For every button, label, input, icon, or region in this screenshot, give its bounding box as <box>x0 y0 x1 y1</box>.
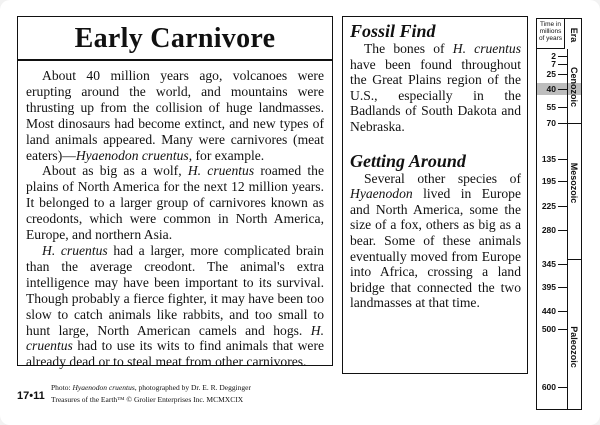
paragraph-2: About as big as a wolf, H. cruentus roamed the plains of North America for the next 12 million years. It belonged to a larger group of carnivores known as creodonts, which were common in North America, Europe, and northern Asia. <box>26 163 324 243</box>
time-tick-25 <box>537 69 567 79</box>
time-tick-70 <box>537 118 567 128</box>
time-tick-225 <box>537 201 567 211</box>
tick-mark <box>558 56 567 57</box>
tick-mark <box>558 89 567 90</box>
tick-label: 280 <box>541 225 556 235</box>
fossil-find-heading: Fossil Find <box>350 21 436 41</box>
tick-mark <box>558 329 567 330</box>
tick-mark <box>558 387 567 388</box>
card-number: 17•11 <box>17 390 45 402</box>
geologic-time-scale <box>536 18 582 410</box>
getting-around-text: Several other species of Hyaenodon lived in Europe and North America, some the size of a fox, others as big as a bear. Some of these animals eventually moved from Europe into Africa, crossing a land bridge that connected the two landmasses at that time. <box>350 170 521 311</box>
tick-label: 25 <box>546 69 556 79</box>
tick-label: 2 <box>551 51 556 61</box>
tick-label: 135 <box>541 154 556 164</box>
time-tick-500 <box>537 324 567 334</box>
era-mesozoic: Mesozoic <box>569 162 579 204</box>
tick-mark <box>558 74 567 75</box>
tick-label: 55 <box>546 102 556 112</box>
tick-mark <box>558 206 567 207</box>
footer <box>17 373 337 413</box>
time-tick-440 <box>537 306 567 316</box>
tick-mark <box>558 311 567 312</box>
era-cenozoic: Cenozoic <box>569 66 579 108</box>
time-scale-header: Time in millions of years <box>537 19 565 49</box>
tick-label: 225 <box>541 201 556 211</box>
tick-mark <box>558 264 567 265</box>
tick-mark <box>558 159 567 160</box>
paragraph-1: About 40 million years ago, volcanoes were erupting around the world, and mountains were thrusting up from the collision of huge landmasses. Most dinosaurs had become extinct, and new types of land animals appeared. Many were carnivores (meat eaters)—Hyaenodon cruentus, for example. <box>26 68 324 163</box>
main-text-box <box>17 60 333 370</box>
time-tick-195 <box>537 176 567 186</box>
page-title: Early Carnivore <box>74 23 276 54</box>
tick-label: 500 <box>541 324 556 334</box>
photo-credit: Photo: Hyaenodon cruentus, photographed by Dr. E. R. Degginger <box>51 383 251 392</box>
copyright-line: Treasures of the Earth™ © Grolier Enterprises Inc. MCMXCIX <box>51 395 244 404</box>
era-header: Era <box>569 27 579 43</box>
time-tick-55 <box>537 102 567 112</box>
tick-label: 440 <box>541 306 556 316</box>
time-tick-7 <box>537 59 567 69</box>
main-text <box>26 68 324 370</box>
era-divider <box>567 123 581 124</box>
era-divider <box>567 259 581 260</box>
tick-mark <box>558 123 567 124</box>
tick-mark <box>558 230 567 231</box>
tick-label: 40 <box>546 84 556 94</box>
tick-label: 600 <box>541 382 556 392</box>
time-tick-280 <box>537 225 567 235</box>
time-tick-135 <box>537 154 567 164</box>
tick-label: 195 <box>541 176 556 186</box>
tick-label: 345 <box>541 259 556 269</box>
tick-mark <box>558 181 567 182</box>
paragraph-3: H. cruentus had a larger, more complicated brain than the average creodont. The animal's extra intelligence may have been important to its survival. Though probably a fierce fighter, it may have been too slow to catch animals like rabbits, and too small to hunt large, North American camels and hogs. H. cruentus had to use its wits to find animals that were already dead or to steal meat from other carnivores. <box>26 242 324 370</box>
time-tick-40 <box>537 84 567 94</box>
tick-mark <box>558 107 567 108</box>
tick-label: 70 <box>546 118 556 128</box>
era-paleozoic: Paleozoic <box>569 326 579 368</box>
time-tick-345 <box>537 259 567 269</box>
time-tick-600 <box>537 382 567 392</box>
getting-around-heading: Getting Around <box>350 150 466 171</box>
tick-label: 7 <box>551 59 556 69</box>
fossil-find-text: The bones of H. cruentus have been found throughout the Great Plains region of the U.S., especially in the Badlands of South Dakota and Nebraska. <box>350 41 521 134</box>
tick-mark <box>558 287 567 288</box>
sidebar-box <box>342 16 528 374</box>
tick-label: 395 <box>541 282 556 292</box>
title-box <box>17 16 333 60</box>
time-tick-395 <box>537 282 567 292</box>
tick-mark <box>558 64 567 65</box>
